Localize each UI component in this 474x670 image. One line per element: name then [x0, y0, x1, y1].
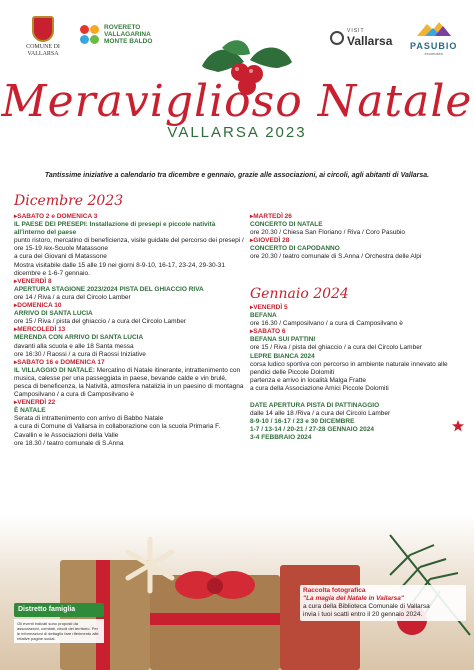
event-date: ▸ DOMENICA 10: [14, 302, 244, 310]
visit-small-label: VISIT: [347, 28, 365, 34]
pasubio-label: PASUBIO: [410, 41, 458, 51]
event-date: ▸ GIOVEDÌ 28: [250, 237, 465, 245]
intro-text: Tantissime iniziative a calendario tra dicembre e gennaio, grazie alle associazioni, ai circoli, agli abitanti di Vallarsa.: [44, 172, 430, 179]
photo-contest-subtitle: "La magia del Natale in Vallarsa": [303, 595, 404, 602]
event-item: [14, 359, 244, 399]
skating-dates: [250, 396, 465, 442]
event-date: ▸ SABATO 2 e DOMENICA 3: [14, 213, 244, 221]
event-line: ore 20.30 / teatro comunale di S.Anna / Orchestra delle Alpi: [250, 253, 422, 261]
event-line: Serata di intrattenimento con arrivo di Babbo Natale: [14, 415, 164, 423]
rovereto-line-2: VALLAGARINA: [104, 31, 151, 38]
event-title: IL PAESE DEI PRESEPI: Installazione di presepi e piccole natività all'interno del paese: [14, 221, 216, 237]
event-line: ore 16:30 / Raossi / a cura di Raossi Iniziative: [14, 350, 146, 358]
event-item: [250, 237, 465, 261]
event-title: CONCERTO DI NATALE: [250, 221, 323, 229]
skating-sub: dalle 14 alle 18 /Riva / a cura del Circolo Lamber: [250, 410, 391, 418]
event-item: [14, 399, 244, 448]
january-heading: Gennaio 2024: [250, 286, 349, 302]
rovereto-line-1: ROVERETO: [104, 24, 141, 31]
page-title: Meraviglioso Natale: [1, 76, 473, 127]
event-line: a cura di Comune di Vallarsa in collaborazione con la scuola Primaria F. Cavallin e le Associazioni della Valle: [14, 423, 221, 439]
december-heading: Dicembre 2023: [14, 193, 124, 209]
event-line: ore 18.30 / teatro comunale di S.Anna: [14, 439, 124, 447]
skating-heading: DATE APERTURA PISTA DI PATTINAGGIO: [250, 402, 380, 409]
gift-ribbon: [150, 613, 280, 625]
event-item: [14, 213, 244, 278]
event-title: BEFANA: [250, 312, 277, 320]
photo-contest-line: a cura della Biblioteca Comunale di Vallarsa: [303, 603, 430, 610]
photo-contest-line: invia i tuoi scatti entro il 20 gennaio 2024.: [303, 611, 423, 618]
page-subtitle: VALLARSA 2023: [167, 124, 307, 141]
event-line: ore 15 / Riva / pista del ghiaccio / a cura del Circolo Lamber: [250, 344, 422, 352]
pasubio-logo: [410, 20, 457, 56]
event-line: a cura della Associazione Amici Piccole Dolomiti: [250, 384, 389, 392]
event-item: [250, 213, 465, 237]
event-line: Mercatino di Natale itinerante, intrattenimento con musica, calesse per una passeggiata in paese, bevande calde e vin brulé, pesca di beneficenza, la Natività, atmosfera natalizia in un paesino di montagna: [14, 366, 244, 390]
star-icon: [452, 420, 464, 432]
event-date: ▸ SABATO 16 e DOMENICA 17: [14, 359, 244, 367]
december-events: [14, 213, 244, 448]
event-line: ore 14 / Riva / a cura del Circolo Lamber: [14, 293, 131, 301]
visit-vallarsa-logo: [330, 28, 392, 48]
event-line: Mostra visitabile dalle 15 alle 19 nei giorni 8-9-10, 16-17, 23-24, 29-30-31 dicembre e 1-6-7 gennaio.: [14, 261, 226, 277]
flower-icon: [80, 25, 100, 45]
event-title: APERTURA STAGIONE 2023/2024 PISTA DEL GHIACCIO RIVA: [14, 285, 204, 293]
title-block: [0, 78, 474, 141]
event-line: a cura dei Giovani di Matassone: [14, 253, 107, 261]
event-line: davanti alla scuola e alle 18 Santa messa: [14, 342, 134, 350]
bow-icon: [175, 560, 255, 610]
event-title: ARRIVO DI SANTA LUCIA: [14, 310, 93, 318]
event-item: [250, 328, 465, 393]
december-events-right: [250, 213, 465, 262]
event-line: corsa ludico sportiva con percorso in ambiente naturale innevato alle pendici delle Piccole Dolomiti: [250, 360, 448, 376]
january-events: [250, 304, 465, 393]
skating-date: 8-9-10 / 16-17 / 23 e 30 DICEMBRE: [250, 418, 355, 426]
event-item: [250, 304, 465, 328]
visit-big-label: Vallarsa: [347, 34, 393, 48]
event-date: ▸ SABATO 6: [250, 328, 465, 336]
event-date: ▸ MERCOLEDÌ 13: [14, 326, 244, 334]
pasubio-sub-label: ecomuseo: [424, 51, 443, 56]
comune-label: COMUNE DI VALLARSA: [26, 44, 60, 57]
rovereto-line-3: MONTE BALDO: [104, 38, 153, 45]
event-date: ▸ MARTEDÌ 26: [250, 213, 465, 221]
event-item: [14, 278, 244, 302]
event-date: ▸ VENERDÌ 8: [14, 278, 244, 286]
mountain-icon: [417, 20, 451, 36]
skating-date: 3-4 FEBBRAIO 2024: [250, 434, 312, 442]
event-title: BEFANA SUI PATTINI: [250, 336, 316, 344]
event-line: ore 15 / Riva / pista del ghiaccio / a cura del Circolo Lamber: [14, 318, 186, 326]
badge-title: Distretto famiglia: [14, 603, 104, 617]
rovereto-logo: [80, 24, 152, 45]
snowflake-icon: [120, 535, 180, 595]
photo-contest: [300, 585, 466, 621]
visit-icon: [330, 31, 344, 45]
event-line: punto ristoro, mercatino di beneficienza, visite guidate del percorso dei presepi / ore 15-19 /ex-Scuole Matassone: [14, 237, 244, 253]
skating-date: 1-7 / 13-14 / 20-21 / 27-28 GENNAIO 2024: [250, 426, 374, 434]
event-title: MERENDA CON ARRIVO DI SANTA LUCIA: [14, 334, 144, 342]
photo-contest-title: Raccolta fotografica: [303, 587, 366, 594]
comune-logo: [18, 16, 68, 58]
event-title: LEPRE BIANCA 2024: [250, 352, 315, 360]
event-date: ▸ VENERDÌ 5: [250, 304, 465, 312]
event-item: [14, 302, 244, 326]
event-title: È NATALE: [14, 407, 46, 415]
crest-icon: [32, 16, 54, 42]
event-item: [14, 326, 244, 358]
event-title: CONCERTO DI CAPODANNO: [250, 245, 340, 253]
event-line: ore 20.30 / Chiesa San Floriano / Riva / Coro Pasubio: [250, 229, 406, 237]
event-date: ▸ VENERDÌ 22: [14, 399, 244, 407]
event-line: ore 16.30 / Camposilvano / a cura di Camposilvano è: [250, 320, 403, 328]
event-title: IL VILLAGGIO DI NATALE:: [14, 366, 95, 374]
badge-note: Gli eventi indicati sono proposti da associazioni, comitati, circoli del territorio. Per le informazioni di dettaglio fare riferimento alle relative pagine social.: [14, 619, 104, 643]
event-line: partenza e arrivo in località Malga Fratte: [250, 376, 366, 384]
distretto-famiglia-badge: [14, 603, 104, 643]
event-line: Camposilvano / a cura di Camposilvano è: [14, 391, 134, 399]
